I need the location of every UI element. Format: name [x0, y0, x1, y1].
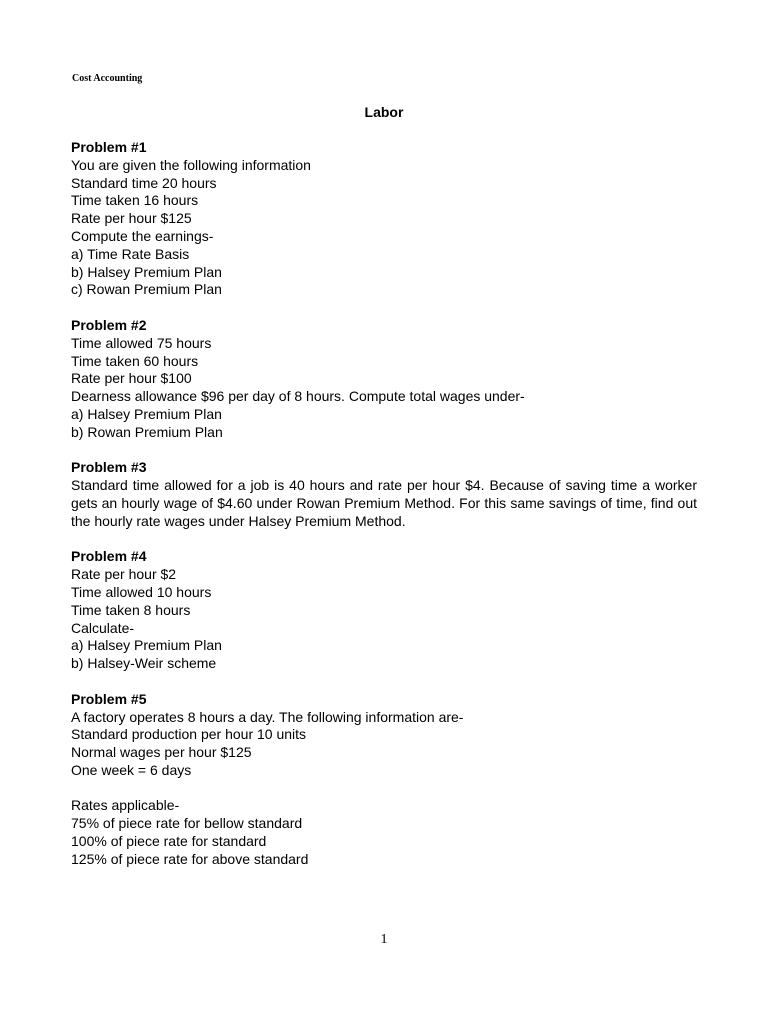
problem-line: Rate per hour $2 [71, 566, 177, 583]
problem-line: You are given the following information [71, 156, 311, 173]
problem-line: 125% of piece rate for above standard [71, 850, 309, 867]
problem-line: a) Time Rate Basis [71, 245, 190, 262]
problem-line: a) Halsey Premium Plan [71, 405, 222, 422]
problem-line: A factory operates 8 hours a day. The following information are- [71, 708, 464, 725]
document-title: Labor [364, 104, 404, 120]
problem-5 [71, 691, 697, 869]
problem-paragraph: Standard time allowed for a job is 40 hours and rate per hour $4. Because of saving time a worker gets an hourly wage of $4.60 under Rowan Premium Method. For this same savings of time, find out the hourly rate wages under Halsey Premium Method. [71, 477, 697, 529]
problem-heading: Problem #5 [71, 690, 147, 707]
running-header: Cost Accounting [72, 73, 143, 84]
problem-line: Dearness allowance $96 per day of 8 hours. Compute total wages under- [71, 388, 525, 405]
problem-heading: Problem #2 [71, 316, 147, 333]
problem-heading: Problem #4 [71, 548, 147, 565]
problem-line: Time taken 60 hours [71, 352, 199, 369]
page-number: 1 [380, 932, 388, 947]
problem-line: Time allowed 75 hours [71, 334, 212, 351]
problem-line: b) Halsey-Weir scheme [71, 655, 217, 672]
problem-heading: Problem #1 [71, 139, 147, 155]
problem-line: Time taken 16 hours [71, 192, 199, 209]
problem-line: One week = 6 days [71, 761, 192, 778]
problem-line: 75% of piece rate for bellow standard [71, 815, 303, 832]
problem-3 [71, 459, 697, 530]
problem-line: Compute the earnings- [71, 227, 214, 244]
problem-4 [71, 548, 697, 673]
problem-line: Rate per hour $125 [71, 210, 192, 227]
problem-line: Time allowed 10 hours [71, 583, 212, 600]
problem-2 [71, 317, 697, 442]
problem-line: Standard production per hour 10 units [71, 726, 307, 743]
problem-line: Standard time 20 hours [71, 174, 217, 191]
problem-line: Time taken 8 hours [71, 601, 191, 618]
problem-line: Normal wages per hour $125 [71, 744, 252, 761]
problem-line: Calculate- [71, 619, 135, 636]
problem-line: a) Halsey Premium Plan [71, 637, 222, 654]
document-body [71, 139, 697, 886]
problem-line: Rate per hour $100 [71, 370, 192, 387]
problem-line: b) Halsey Premium Plan [71, 263, 222, 280]
problem-1 [71, 139, 697, 299]
problem-line: b) Rowan Premium Plan [71, 423, 223, 440]
problem-line: Rates applicable- [71, 797, 180, 814]
paragraph-break [71, 780, 697, 798]
problem-line: c) Rowan Premium Plan [71, 281, 222, 298]
problem-heading: Problem #3 [71, 459, 147, 476]
problem-line: 100% of piece rate for standard [71, 833, 267, 850]
